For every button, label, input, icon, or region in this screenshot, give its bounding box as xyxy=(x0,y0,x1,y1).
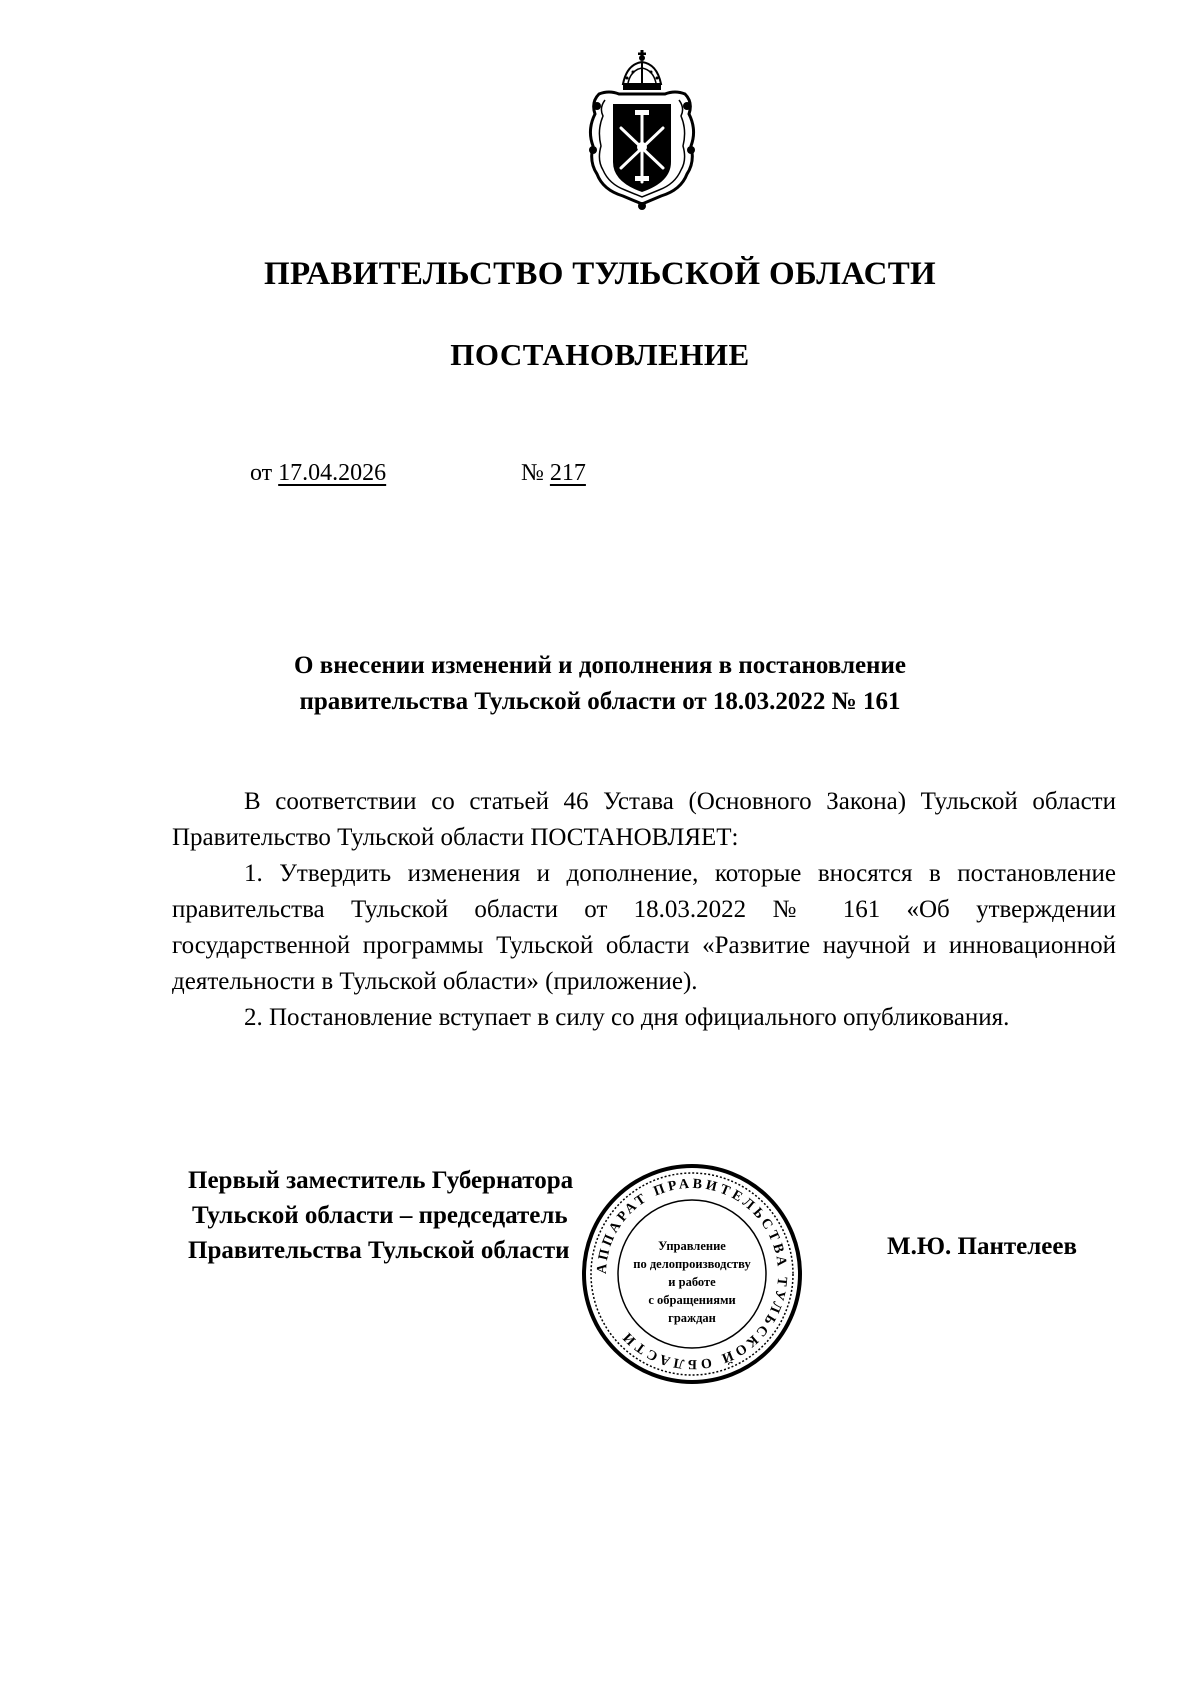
stamp-ring-text: АППАРАТ ПРАВИТЕЛЬСТВА ТУЛЬСКОЙ ОБЛАСТИ xyxy=(594,1176,790,1372)
signer-position-line: Первый заместитель Губернатора xyxy=(188,1167,574,1194)
stamp-center-line: по делопроизводству xyxy=(633,1257,751,1271)
number-prefix: № xyxy=(521,460,544,486)
svg-text:АППАРАТ ПРАВИТЕЛЬСТВА ТУЛЬСКОЙ xyxy=(595,1177,789,1371)
document-number-line xyxy=(521,460,586,487)
document-date-line xyxy=(250,460,386,487)
date-prefix: от xyxy=(250,460,273,486)
document-body xyxy=(172,784,1116,1036)
body-paragraph: 1. Утвердить изменения и дополнение, которые вносятся в постановление правительства Тульской области от 18.03.2022 № 161 «Об утверждении государственной программы Тульской области «Развитие научной и инновационной деятельности в Тульской области» (приложение). xyxy=(172,860,1116,995)
stamp-center-line: и работе xyxy=(668,1275,716,1289)
stamp-center-line: Управление xyxy=(658,1239,726,1253)
stamp-center-line: граждан xyxy=(668,1311,716,1325)
tula-coat-of-arms-icon xyxy=(583,50,701,214)
signer-position-line: Тульской области – председатель xyxy=(192,1202,568,1229)
official-seal-icon xyxy=(578,1160,806,1388)
document-date: 17.04.2026 xyxy=(278,460,387,486)
organization-title: ПРАВИТЕЛЬСТВО ТУЛЬСКОЙ ОБЛАСТИ xyxy=(264,256,936,292)
subject-line: правительства Тульской области от 18.03.2022 № 161 xyxy=(299,688,901,715)
body-paragraph: 2. Постановление вступает в силу со дня официального опубликования. xyxy=(244,1004,1010,1031)
body-paragraph: В соответствии со статьей 46 Устава (Основного Закона) Тульской области Правительство Тульской области ПОСТАНОВЛЯЕТ: xyxy=(172,788,1116,851)
stamp-center-line: с обращениями xyxy=(648,1293,736,1307)
document-type: ПОСТАНОВЛЕНИЕ xyxy=(450,337,750,372)
signer-position-line: Правительства Тульской области xyxy=(188,1237,570,1264)
subject-line: О внесении изменений и дополнения в постановление xyxy=(294,652,906,679)
document-subject xyxy=(180,648,1020,720)
signer-position xyxy=(188,1163,573,1268)
signer-name: М.Ю. Пантелеев xyxy=(887,1233,1077,1260)
document-number: 217 xyxy=(549,460,586,486)
